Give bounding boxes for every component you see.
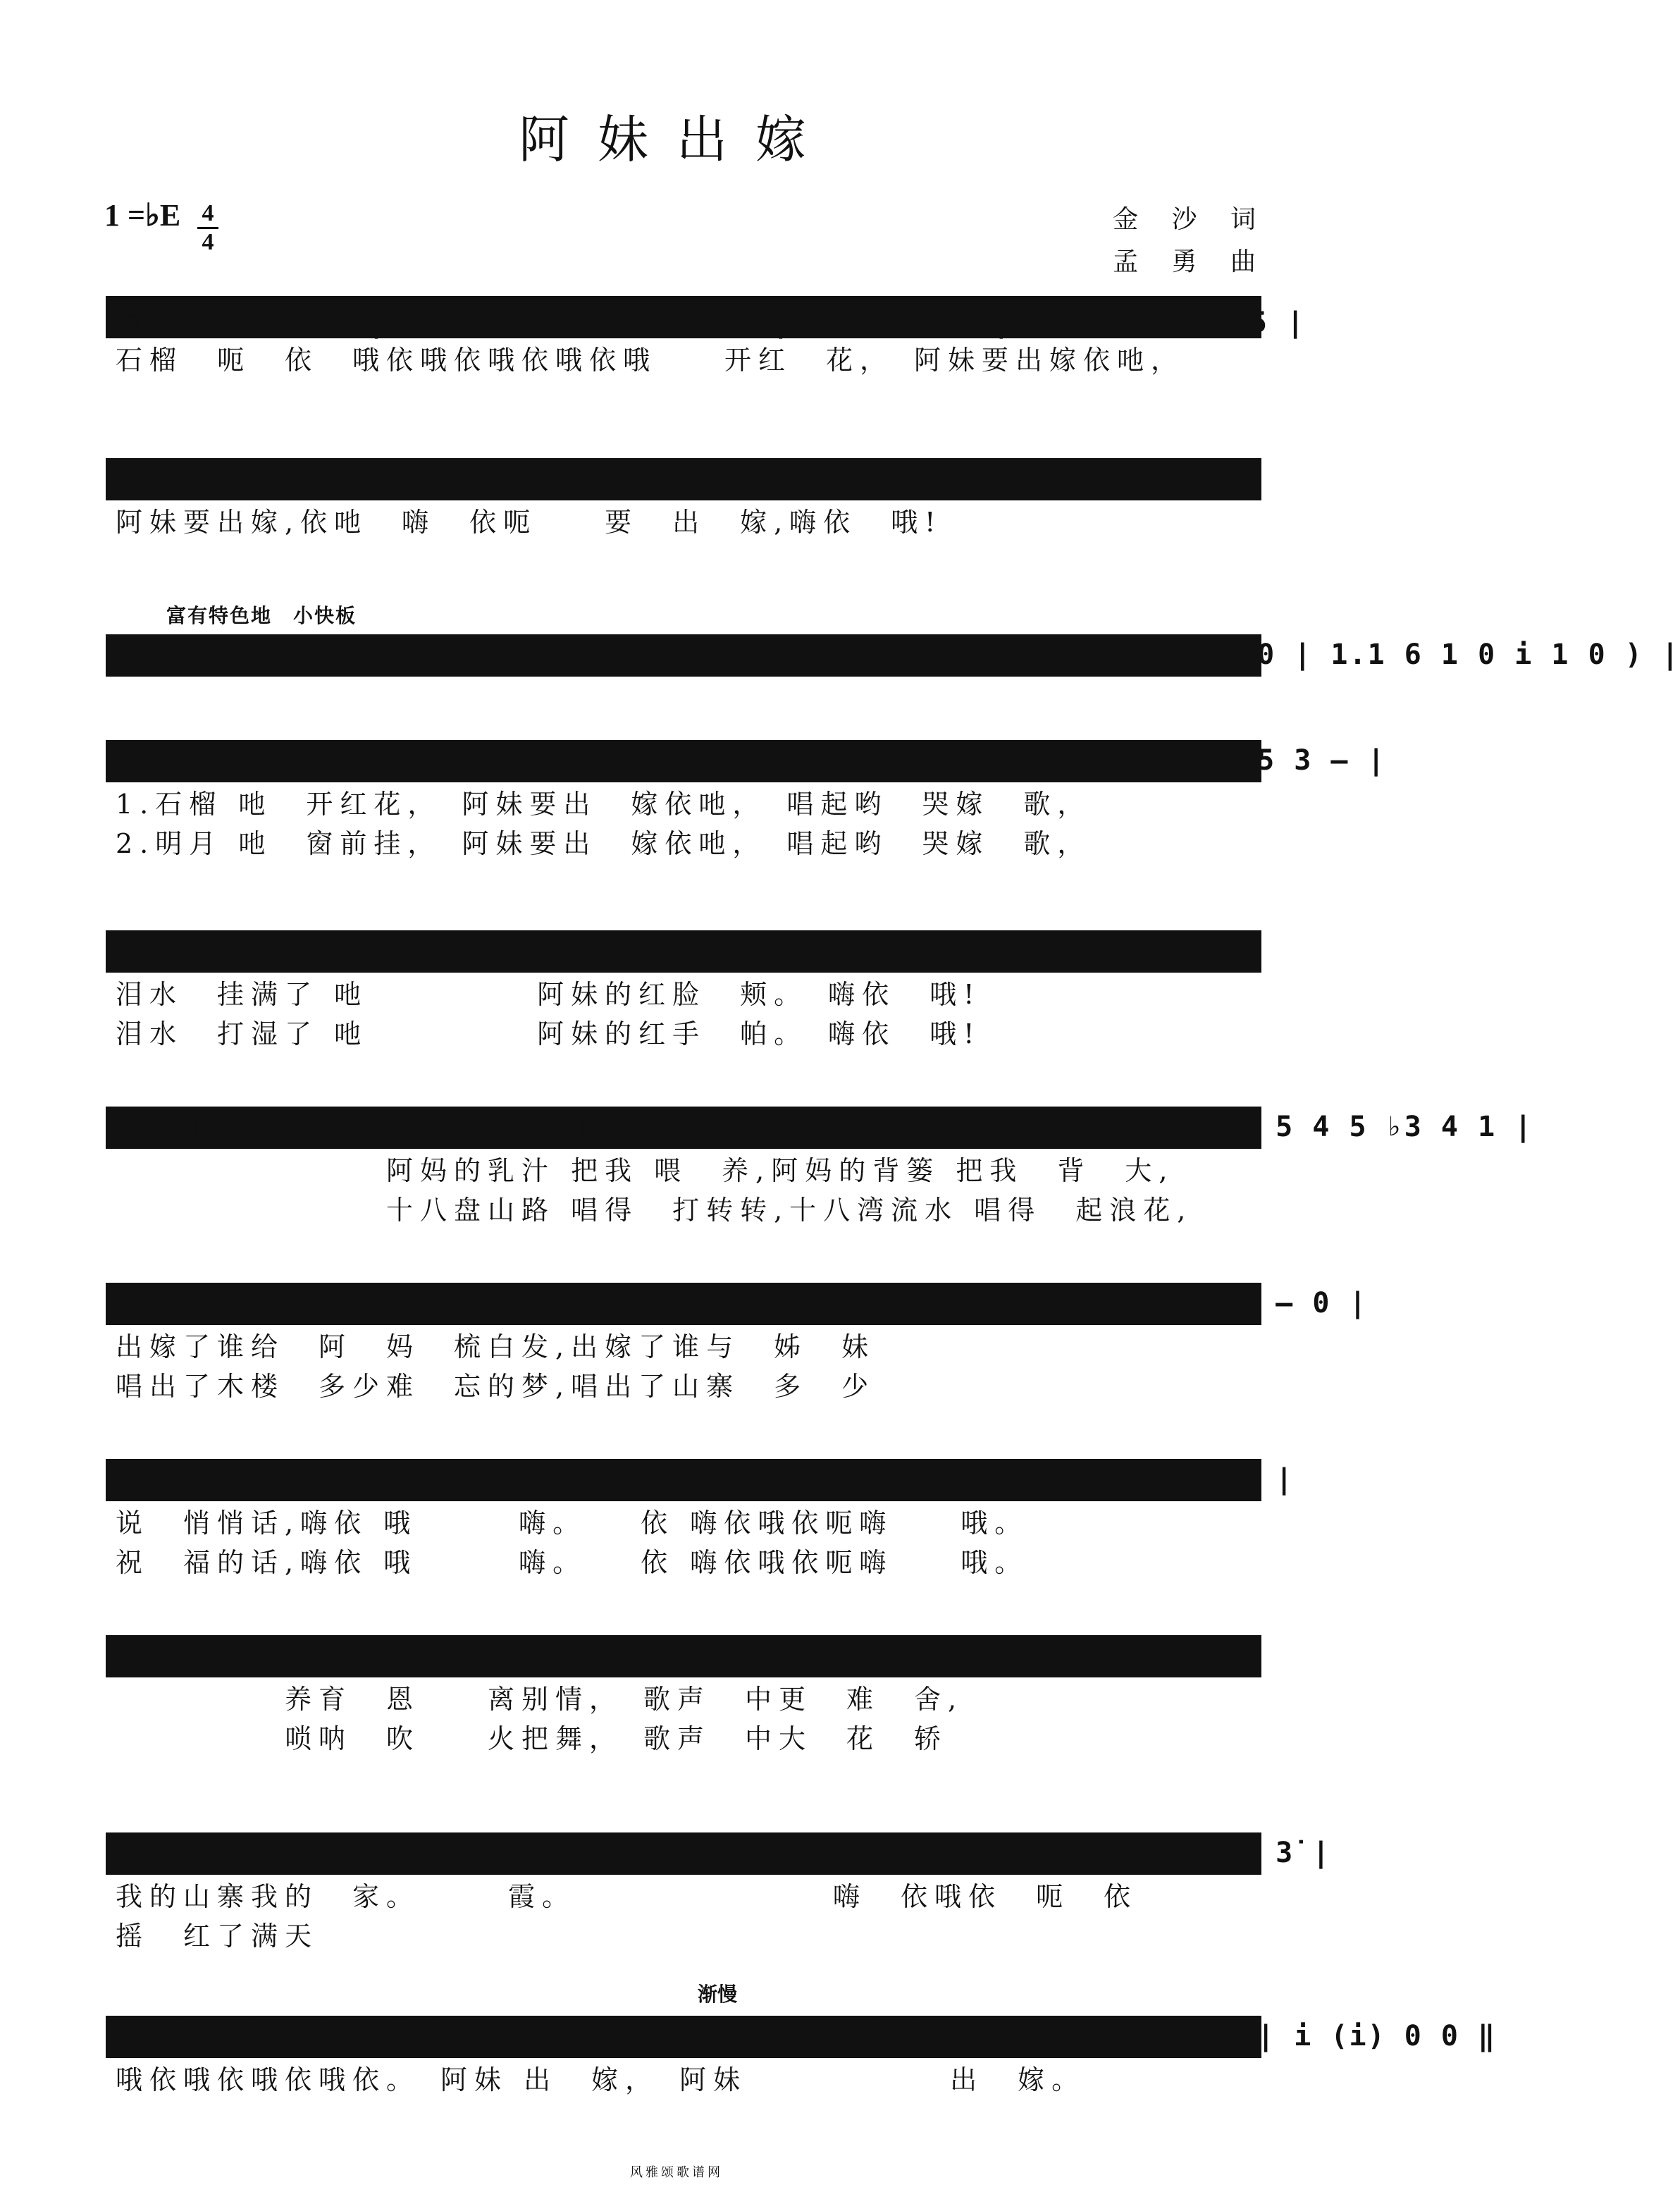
composer: 孟 勇 曲: [1113, 247, 1268, 276]
staff-system-10: [106, 1832, 1331, 1954]
notation-line: 5 1 ♭3 3 2 1 1 1 0 ) | 5 ♭7 7 i 7 | i ♭7 i 5 6 5 | 1 5 5 4 5 | 5 4 5 ♭3 4 1 |: [106, 1107, 1261, 1149]
notation-line: 5 ♭7 7 i 7 i | 2̇ 2̇ i 2̇ ♭7 i 5 | 1 5 5 5 4 5 | ♭3 4 4 – – | 4 – – 0 |: [106, 1283, 1261, 1325]
lyric-line: 哦依哦依哦依哦依。 阿妹 出 嫁， 阿妹 出 嫁。: [116, 2064, 1086, 2095]
credits: [1113, 199, 1268, 283]
staff-system-11: [106, 2016, 1497, 2097]
lyric-line: 2.明月 吔 窗前挂， 阿妹要出 嫁依吔， 唱起哟 哭嫁 歌，: [116, 828, 1092, 859]
notation-line: i 3̇ i 3̇ i 3̇ i 3̇ 3̇ – | 5 5 3 5 6 i i – | 3̇ 3̇ 5 5 – | 5 – – i 6 | i (i) 0 0 ‖: [106, 2016, 1261, 2058]
lyric-line: 阿妹要出嫁,依吔 嗨 依呃 要 出 嫁,嗨依 哦!: [116, 507, 943, 538]
time-signature: [197, 202, 218, 254]
staff-system-7: [106, 1283, 1368, 1404]
song-title: 阿妹出嫁: [518, 110, 834, 169]
staff-system-6: [106, 1107, 1533, 1228]
notation-line: i.6 i.6 4.6 i | i.. 3̇ 5 – | 5.3 5.3 1 3 5 | i – – – ‖: [106, 458, 1261, 500]
key-signature: 1 =♭E: [104, 198, 181, 233]
staff-system-2: [106, 458, 1261, 540]
meter-top: 4: [202, 200, 214, 226]
lyric-line: 养育 恩 离别情， 歌声 中更 难 舍,: [116, 1684, 964, 1715]
notation-line: 1 5 3 5 5.i | i – – – | 5 4 5 1 5 3 | 5 – – 5.i | 1 – – – |: [106, 930, 1261, 973]
staff-system-8: [106, 1459, 1295, 1580]
notation-line: ‖: (5 3 5 3 1 0 3 5 5 5 | i 6 i 6 4 0 6 i i i | 1.5 3 5 0 1 5 0 | 1.1 6 1 0 i 1 0 ) |: [106, 634, 1261, 677]
lyric-line: 我的山寨我的 家。 霞。 嗨 依哦依 呃 依: [116, 1881, 1138, 1912]
lyric-line: 祝 福的话,嗨依 哦 嗨。 依 嗨依哦依呃嗨 哦。: [116, 1547, 1029, 1578]
notation-line: i – – – | 3̇ 3̇.5 i.. 6 | 5 6 i i – | 5 5 i i i 6 | 4.. 5 5 0 |: [106, 1635, 1261, 1677]
notation-line: 5 5 6 i 3̇ 2̇ i | i – – – :‖ i – – – | i – – – | 3̇ 5 3̇ i i 6 i.. 3̇ |: [106, 1832, 1261, 1875]
lyric-line: 十八盘山路 唱得 打转转,十八湾流水 唱得 起浪花,: [116, 1195, 1193, 1226]
staff-system-4: [106, 740, 1386, 861]
staff-system-3: [106, 634, 1680, 677]
lyric-line: 出嫁了谁给 阿 妈 梳白发,出嫁了谁与 姊 妹: [116, 1331, 876, 1362]
lyric-line: 泪水 挂满了 吔 阿妹的红脸 颊。 嗨依 哦!: [116, 979, 982, 1010]
lyric-line: 唱出了木楼 多少难 忘的梦,唱出了山寨 多 少: [116, 1371, 876, 1402]
lyric-line: 摇 红了满天: [116, 1921, 319, 1952]
lyric-line: 阿妈的乳汁 把我 喂 养,阿妈的背篓 把我 背 大,: [116, 1155, 1175, 1186]
lyric-line: 石榴 呃 依 哦依哦依哦依哦依哦 开红 花， 阿妹要出嫁依吔，: [116, 345, 1185, 376]
source-footer: 风雅颂歌谱网: [630, 2165, 723, 2180]
lyric-line: 唢呐 吹 火把舞， 歌声 中大 花 轿: [116, 1723, 949, 1754]
lyricist: 金 沙 词: [1113, 205, 1268, 234]
notation-line: 4 5 5 5 5 ♭3 4 | 1 – – – | i – – i.3 | i.3 i.3 i 6.i | i – – – |: [106, 1459, 1261, 1501]
lyric-line: 泪水 打湿了 吔 阿妹的红手 帕。 嗨依 哦!: [116, 1018, 982, 1049]
notation-line: 廿5 5 3̇ i.. 3̇ | i 3 i 3 i 3 i 3 i – | i 5 3 5 – | 5.3 5.3 1.3 5 |: [106, 296, 1261, 338]
ritardando-marking: 渐慢: [698, 1983, 738, 2006]
tempo-marking: 富有特色地 小快板: [166, 604, 357, 627]
staff-system-5: [106, 930, 1261, 1052]
staff-system-9: [106, 1635, 1261, 1756]
lyric-line: 1.石榴 吔 开红花， 阿妹要出 嫁依吔， 唱起哟 哭嫁 歌，: [116, 789, 1092, 820]
meter-bottom: 4: [202, 229, 214, 255]
notation-line: 1 1 5.. i | 5 3 1 0 | 1.1 3 5.i | 5.. i 5 0 | 1 1 5.. i | 5 4 5 3 – |: [106, 740, 1261, 782]
staff-system-1: [106, 296, 1306, 378]
lyric-line: 说 悄悄话,嗨依 哦 嗨。 依 嗨依哦依呃嗨 哦。: [116, 1508, 1029, 1539]
